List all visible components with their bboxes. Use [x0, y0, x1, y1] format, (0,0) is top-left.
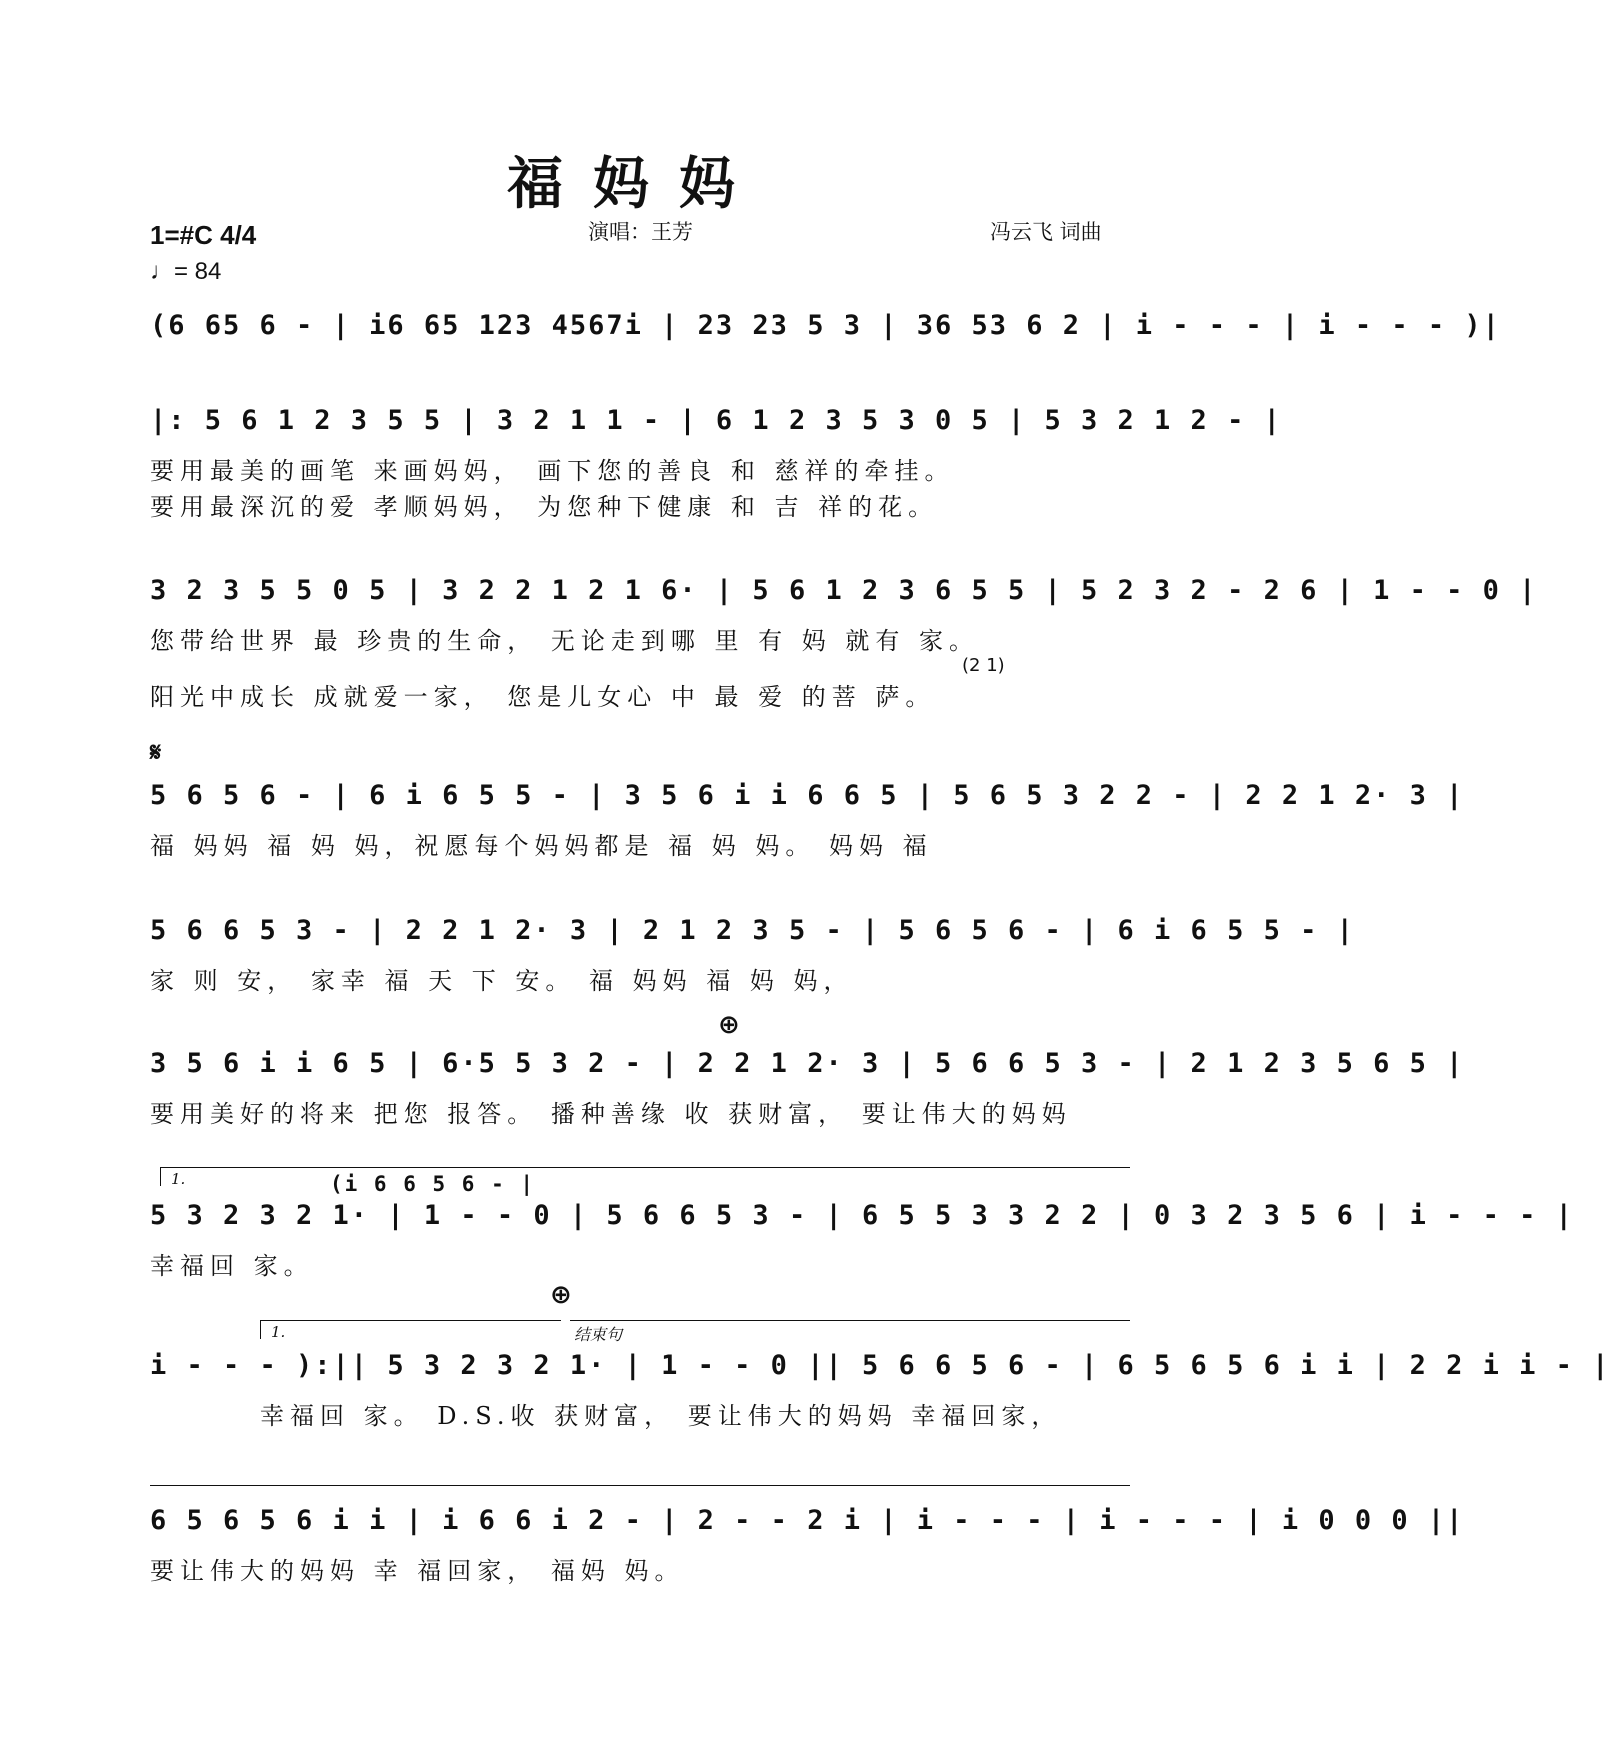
notation-line: 3 5 6 i i 6 5 | 6·5 5 3 2 - | 2 2 1 2· 3 | 5 6 6 5 3 - | 2 1 2 3 5 6 5 |: [150, 1048, 1465, 1079]
song-title: 福妈妈: [507, 151, 765, 217]
lyric-line: 福 妈妈 福 妈 妈，祝愿每个妈妈都是 福 妈 妈。 妈妈 福: [150, 832, 933, 860]
lyric-line: 家 则 安， 家幸 福 天 下 安。 福 妈妈 福 妈 妈，: [150, 967, 854, 995]
lyric-verse-2: 要用最深沉的爱 孝顺妈妈， 为您种下健康 和 吉 祥的花。: [150, 493, 939, 521]
notation-line: 5 6 5 6 - | 6 i 6 5 5 - | 3 5 6 i i 6 6 5 | 5 6 5 3 2 2 - | 2 2 1 2· 3 |: [150, 780, 1465, 811]
singer-credit: 演唱：王芳: [588, 220, 693, 244]
notation-line: i - - - ):|| 5 3 2 3 2 1· | 1 - - 0 || 5 6 6 5 6 - | 6 5 6 5 6 i i | 2 2 i i - |: [150, 1350, 1610, 1381]
lyric-line: 要用美好的将来 把您 报答。 播种善缘 收 获财富， 要让伟大的妈妈: [150, 1100, 1072, 1128]
notation-line: 6 5 6 5 6 i i | i 6 6 i 2 - | 2 - - 2 i | i - - - | i - - - | i 0 0 0 ||: [150, 1505, 1465, 1536]
lyric-line: 要让伟大的妈妈 幸 福回家， 福妈 妈。: [150, 1557, 685, 1585]
coda-sign: ⊕: [550, 1280, 572, 1310]
system-bracket: [150, 1485, 1130, 1486]
lyric-line: 幸福回 家。 D.S.收 获财富， 要让伟大的妈妈 幸福回家，: [260, 1402, 1062, 1430]
tempo-marking: ♩= 84: [150, 258, 222, 285]
notation-line: 3 2 3 5 5 0 5 | 3 2 2 1 2 1 6· | 5 6 1 2 3 6 5 5 | 5 2 3 2 - 2 6 | 1 - - 0 |: [150, 575, 1538, 606]
composer-credit: 冯云飞 词曲: [990, 220, 1102, 244]
notation-line: 5 3 2 3 2 1· | 1 - - 0 | 5 6 6 5 3 - | 6 5 5 3 3 2 2 | 0 3 2 3 5 6 | i - - - |: [150, 1200, 1574, 1231]
lyric-verse-2: 阳光中成长 成就爱一家， 您是儿女心 中 最 爱 的菩 萨。: [150, 683, 936, 711]
volta-bracket: [260, 1320, 561, 1339]
key-signature: 1=#C 4/4: [150, 220, 257, 250]
lyric-line: 幸福回 家。: [150, 1252, 314, 1280]
notation-line: 5 6 6 5 3 - | 2 2 1 2· 3 | 2 1 2 3 5 - | 5 6 5 6 - | 6 i 6 5 5 - |: [150, 915, 1355, 946]
volta-notes: (i 6 6 5 6 - |: [330, 1172, 536, 1196]
ending-bracket: [570, 1320, 1130, 1321]
lyric-verse-1: 要用最美的画笔 来画妈妈， 画下您的善良 和 慈祥的牵挂。: [150, 457, 955, 485]
volta-extension: [505, 1167, 1130, 1168]
volta-number: 1.: [271, 1323, 286, 1341]
notation-line: |: 5 6 1 2 3 5 5 | 3 2 1 1 - | 6 1 2 3 5 3 0 5 | 5 3 2 1 2 - |: [150, 405, 1282, 436]
segno-sign: 𝄋: [150, 738, 162, 768]
notation-line: (6 65 6 - | i6 65 123 4567i | 23 23 5 3 | 36 53 6 2 | i - - - | i - - - )|: [150, 310, 1501, 341]
ending-label: 结束句: [574, 1325, 623, 1344]
lyric-verse-1: 您带给世界 最 珍贵的生命， 无论走到哪 里 有 妈 就有 家。: [150, 627, 980, 655]
alternate-notes: (2 1): [962, 655, 1005, 676]
coda-sign: ⊕: [718, 1010, 740, 1040]
volta-number: 1.: [171, 1170, 186, 1188]
